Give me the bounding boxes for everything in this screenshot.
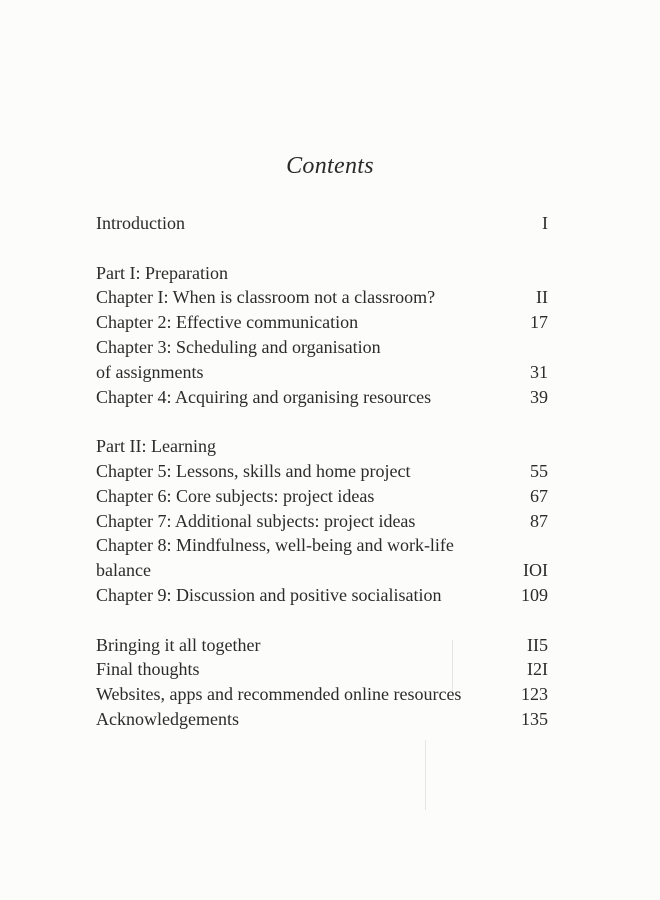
toc-entry-chapter-7 [96,509,548,534]
toc-entry-page: 123 [521,684,548,705]
section-gap [96,236,548,261]
toc-entry-websites [96,682,548,707]
paper-streak [425,740,426,810]
toc-entry-chapter-1 [96,285,548,310]
toc-entry-label: Bringing it all together [96,634,261,655]
toc-entry-page: 31 [530,361,548,382]
toc-entry-page: 67 [530,485,548,506]
toc-entry-label: Chapter 4: Acquiring and organising resources [96,386,432,407]
toc-entry-final-thoughts [96,657,548,682]
toc-entry-page: 135 [521,708,548,729]
toc-entry-chapter-5 [96,459,548,484]
toc-entry-label: Introduction [96,213,185,233]
toc-entry-label: Chapter 7: Additional subjects: project ideas [96,510,416,531]
toc-entry-chapter-8-line-1 [96,533,548,558]
toc-entry-label: of assignments [96,361,204,382]
toc-entry-label: Chapter 9: Discussion and positive socialisation [96,584,442,605]
toc-entry-chapter-2 [96,310,548,335]
table-of-contents [96,211,548,732]
toc-entry-introduction [96,211,548,236]
toc-entry-page: II5 [527,634,548,655]
toc-entry-chapter-3-line-2 [96,360,548,385]
toc-entry-label: balance [96,560,151,581]
toc-entry-label: Chapter 6: Core subjects: project ideas [96,485,375,506]
toc-entry-page: II [536,287,548,308]
part-heading-learning: Part II: Learning [96,436,216,457]
section-gap [96,608,548,633]
toc-entry-page: 87 [530,510,548,531]
toc-entry-page: I [542,213,548,233]
toc-entry-label: Chapter 5: Lessons, skills and home project [96,460,411,481]
toc-entry-bringing-it-together [96,633,548,658]
toc-entry-chapter-4 [96,385,548,410]
toc-entry-chapter-6 [96,484,548,509]
toc-entry-label: Websites, apps and recommended online resources [96,684,462,705]
toc-entry-page: 55 [530,460,548,481]
part-heading-preparation: Part I: Preparation [96,262,228,283]
toc-entry-page: 39 [530,386,548,407]
toc-entry-label: Acknowledgements [96,708,239,729]
toc-entry-label: Chapter 2: Effective communication [96,312,359,333]
toc-entry-label: Chapter 3: Scheduling and organisation [96,336,381,357]
toc-entry-page: 17 [530,312,548,333]
toc-entry-chapter-9 [96,583,548,608]
toc-entry-page: I2I [527,659,548,680]
toc-entry-label: Chapter I: When is classroom not a classroom? [96,287,436,308]
toc-entry-page: IOI [523,560,548,581]
section-gap [96,409,548,434]
toc-entry-chapter-8-line-2 [96,558,548,583]
contents-title: Contents [286,153,374,179]
toc-entry-page: 109 [521,584,548,605]
toc-entry-acknowledgements [96,707,548,732]
toc-entry-label: Chapter 8: Mindfulness, well-being and work-life [96,535,454,556]
toc-entry-label: Final thoughts [96,659,200,680]
toc-entry-chapter-3-line-1 [96,335,548,360]
